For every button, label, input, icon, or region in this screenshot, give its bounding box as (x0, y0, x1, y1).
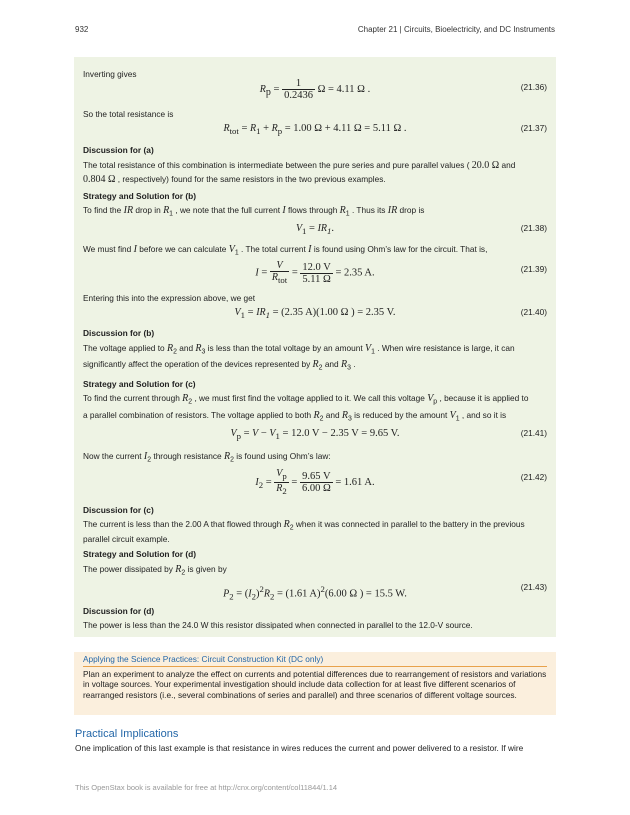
paragraph: To find the current through $R_2$ , we must first find the voltage applied to it. We call this voltage $V_p$ , because it is applied to (83, 393, 529, 406)
paragraph: The power dissipated by $R_2$ is given by (83, 564, 227, 577)
practice-body: Plan an experiment to analyze the effect on currents and potential differences due to rearrangement of resistors and variations in voltage sources. Your experimental investigation should include data collection for at least five different scenarios of rearranged resistors (i.e., several combinations of series and parallel) and three scenarios of different voltage sources. (83, 669, 547, 700)
equation-21-40: $V_1 = IR_1 = (2.35$ A)(1.00 Ω ) = 2.35 V. (21.40) (234, 307, 547, 321)
page-footer: This OpenStax book is available for free at http://cnx.org/content/col11844/1.14 (75, 783, 338, 792)
equation-number: (21.36) (520, 82, 547, 92)
paragraph: Now the current $I_2$ through resistance $R_2$ is found using Ohm’s law: (83, 451, 331, 464)
equation-number: (21.43) (520, 582, 547, 592)
paragraph: We must find I before we can calculate $V_1$ . The total current I is found using Ohm’s law for the circuit. That is, (83, 244, 488, 257)
section-heading: Practical Implications (75, 728, 179, 740)
heading-strategy-d: Strategy and Solution for (d) (83, 549, 197, 559)
equation-21-43: $P_2 = (I_2)^2R_2 = (1.61$ A)$^2$(6.00 Ω ) = 15.5 W. (21.43) (223, 582, 547, 602)
heading-discussion-b: Discussion for (b) (83, 328, 155, 338)
paragraph: Inverting gives (83, 69, 137, 79)
heading-discussion-d: Discussion for (d) (83, 606, 155, 616)
worked-example-box (74, 57, 556, 637)
practice-title: Applying the Science Practices: Circuit Construction Kit (DC only) (83, 654, 547, 667)
equation-21-41: $V_p = V - V_1 = 12.0$ V − 2.35 V = 9.65 V. (21.41) (230, 428, 547, 442)
chapter-title: Chapter 21 | Circuits, Bioelectricity, and DC Instruments (357, 25, 555, 34)
equation-21-36: $R_p$ = $\frac{1}{0.2436}$ Ω = 4.11 Ω . (21.36) (259, 78, 547, 101)
equation-number: (21.37) (520, 123, 547, 133)
paragraph: parallel circuit example. (83, 534, 170, 544)
equation-21-42: $I_2$ = $\frac{V_p}{R_2}$ = $\frac{9.65 V}{6.00 \Omega}$ = 1.61 A. (21.42) (255, 468, 547, 497)
paragraph: a parallel combination of resistors. The voltage applied to both $R_2$ and $R_3$ is reduced by the amount $V_1$ , and so it is (83, 410, 507, 423)
equation-21-38: $V_1 = IR_1$. (21.38) (295, 223, 547, 237)
paragraph: The power is less than the 24.0 W this resistor dissipated when connected in parallel to the 12.0-V source. (83, 620, 473, 630)
equation-number: (21.39) (520, 264, 547, 274)
paragraph: significantly affect the operation of the devices represented by $R_2$ and $R_3$ . (83, 359, 356, 372)
paragraph: The total resistance of this combination is intermediate between the pure series and pure parallel values ( 20.0 Ω and (83, 160, 516, 171)
science-practices-box (74, 652, 556, 715)
equation-21-37: $R_{tot} = R_1 + R_p = 1.00$ Ω + 4.11 Ω = 5.11 Ω . (21.37) (223, 123, 547, 137)
paragraph: One implication of this last example is that resistance in wires reduces the current and power delivered to a resistor. If wire (75, 743, 524, 753)
paragraph: To find the IR drop in $R_1$ , we note that the full current I flows through $R_1$ . Thus its IR drop is (83, 205, 425, 218)
equation-number: (21.42) (520, 472, 547, 482)
equation-number: (21.41) (520, 428, 547, 438)
paragraph: Entering this into the expression above, we get (83, 293, 256, 303)
paragraph: The current is less than the 2.00 A that flowed through $R_2$ when it was connected in parallel to the battery in the previous (83, 519, 525, 532)
heading-strategy-b: Strategy and Solution for (b) (83, 191, 197, 201)
equation-number: (21.38) (520, 223, 547, 233)
paragraph: So the total resistance is (83, 109, 174, 119)
paragraph: The voltage applied to $R_2$ and $R_3$ is less than the total voltage by an amount $V_1$ . When wire resistance is large, it can (83, 343, 515, 356)
page-number: 932 (75, 25, 89, 34)
heading-strategy-c: Strategy and Solution for (c) (83, 379, 196, 389)
paragraph: 0.804 Ω , respectively) found for the same resistors in the two previous examples. (83, 174, 386, 185)
heading-discussion-c: Discussion for (c) (83, 505, 154, 515)
equation-number: (21.40) (520, 307, 547, 317)
equation-21-39: I = $\frac{V}{R_{tot}}$ = $\frac{12.0 V}{5.11 \Omega}$ = 2.35 A. (21.39) (255, 260, 547, 286)
heading-discussion-a: Discussion for (a) (83, 145, 154, 155)
